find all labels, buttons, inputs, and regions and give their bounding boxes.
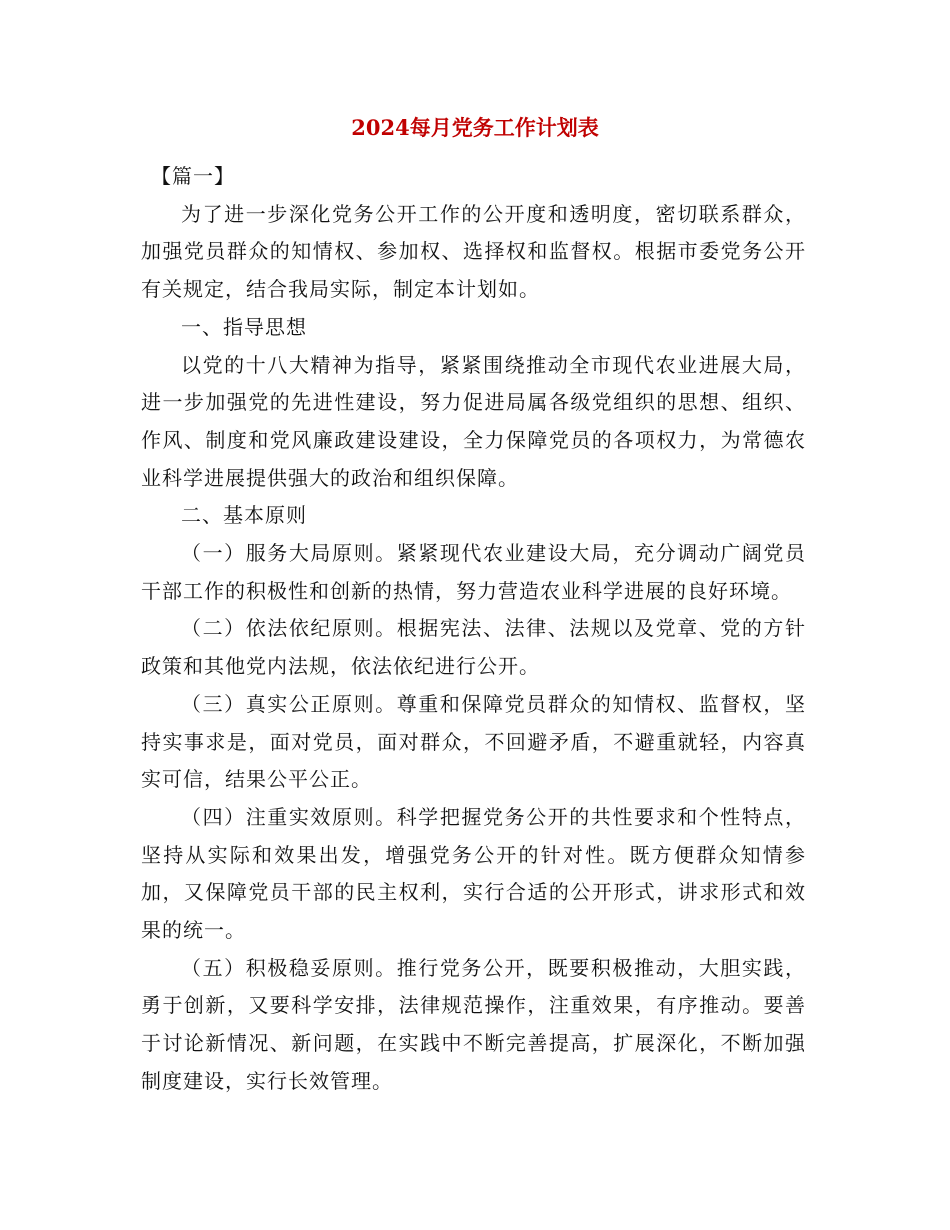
principle-paragraph-5: （五）积极稳妥原则。推行党务公开，既要积极推动，大胆实践，勇于创新，又要科学安排，法律规范操作，注重效果，有序推动。要善于讨论新情况、新问题，在实践中不断完善提高，扩展深化，不断加强制度建设，实行长效管理。 xyxy=(141,955,806,1093)
document-body xyxy=(141,158,806,1101)
principle-paragraph-3: （三）真实公正原则。尊重和保障党员群众的知情权、监督权，坚持实事求是，面对党员，面对群众，不回避矛盾，不避重就轻，内容真实可信，结果公平公正。 xyxy=(141,691,806,792)
section-heading-basic-principles: 二、基本原则 xyxy=(181,503,307,528)
guiding-thought-paragraph: 以党的十八大精神为指导，紧紧围绕推动全市现代农业进展大局，进一步加强党的先进性建设，努力促进局属各级党组织的思想、组织、作风、制度和党风廉政建设建设，全力保障党员的各项权力，为常德农业科学进展提供强大的政治和组织保障。 xyxy=(141,352,806,490)
document-title: 2024每月党务工作计划表 xyxy=(351,115,599,140)
principle-paragraph-1: （一）服务大局原则。紧紧现代农业建设大局，充分调动广阔党员干部工作的积极性和创新的热情，努力营造农业科学进展的良好环境。 xyxy=(141,541,806,603)
section-heading-guiding-thought: 一、指导思想 xyxy=(181,314,307,339)
intro-paragraph: 为了进一步深化党务公开工作的公开度和透明度，密切联系群众，加强党员群众的知情权、参加权、选择权和监督权。根据市委党务公开有关规定，结合我局实际，制定本计划如。 xyxy=(141,201,806,302)
principle-paragraph-2: （二）依法依纪原则。根据宪法、法律、法规以及党章、党的方针政策和其他党内法规，依法依纪进行公开。 xyxy=(141,616,806,679)
principle-paragraph-4: （四）注重实效原则。科学把握党务公开的共性要求和个性特点，坚持从实际和效果出发，增强党务公开的针对性。既方便群众知情参加，又保障党员干部的民主权利，实行合适的公开形式，讲求形式和效果的统一。 xyxy=(141,804,806,943)
section-label: 【篇一】 xyxy=(151,164,235,188)
